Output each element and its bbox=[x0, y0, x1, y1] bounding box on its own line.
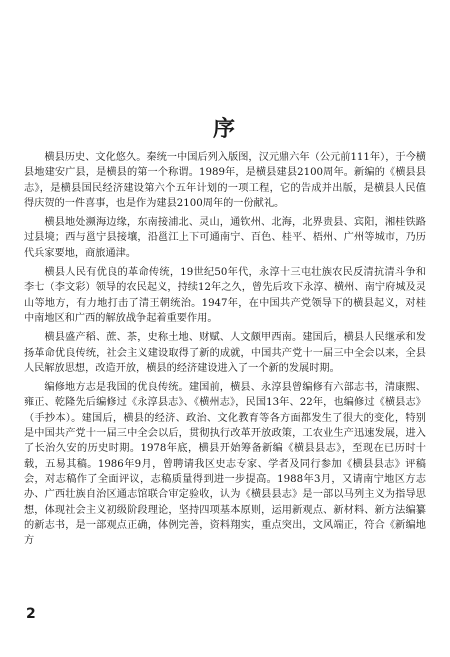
paragraph: 横县盛产稻、蔗、茶，史称土地、财赋、人文颇甲西南。建国后，横县人民继承和发扬革命优良传统，社会主义建设取得了新的成就，中国共产党十一届三中全会以来，全县人民解放思想，改造开放，横县的经济建设进入了一个新的发展时期。 bbox=[24, 332, 426, 374]
page-number: 2 bbox=[26, 606, 36, 622]
preface-body bbox=[24, 150, 426, 552]
preface-title: 序 bbox=[212, 116, 237, 142]
paragraph: 编修地方志是我国的优良传统。建国前，横县、永淳县曾编修有六部志书，清康熙、雍正、乾隆先后编修过《永淳县志》、《横州志》，民国13年、22年，也编修过《横县志》（手抄本）。建国后，横县的经济、政治、文化教育等各方面都发生了很大的变化，特别是中国共产党十一届三中全会以后，贯彻执行改革开放政策，工农业生产迅速发展，进入了长治久安的历史时期。1978年底，横县开始筹备新编《横县县志》，至现在已历时十载，五易其稿。1986年9月，曾聘请我区史志专家、学者及同行参加《横县县志》评稿会，对志稿作了全面评议，志稿质量得到进一步提高。1988年3月，又请南宁地区方志办、广西壮族自治区通志馆联合审定验收，认为《横县县志》是一部以马列主义为指导思想，体现社会主义初级阶段理论，坚持四项基本原则，运用新观点、新材料、新方法编纂的新志书，是一部观点正确，体例完善，资料翔实，重点突出，文风端正，符合《新编地方 bbox=[24, 382, 426, 547]
paragraph: 横县地处濒海边缘，东南接浦北、灵山，通钦州、北海，北界贵县、宾阳，湘桂铁路过县境；西与邕宁县接壤，沿邕江上下可通南宁、百色、桂平、梧州、广州等城市，乃历代兵家要地，商旅通津。 bbox=[24, 217, 426, 259]
paragraph: 横县历史、文化悠久。秦统一中国后列入版图，汉元鼎六年（公元前111年），于今横县地建安广县，是横县的第一个称谓。1989年，是横县建县2100周年。新编的《横县县志》，是横县国民经济建设第六个五年计划的一项工程，它的告成并出版，是横县人民值得庆贺的一件喜事，也是作为建县2100周年的一份献礼。 bbox=[24, 152, 426, 209]
paragraph: 横县人民有优良的革命传统，19世纪50年代，永淳十三屯壮族农民反清抗清斗争和李七（李文彩）领导的农民起义，持续12年之久，曾先后攻下永淳、横州、南宁府城及灵山等地方，有力地打击了清王朝统治。1947年，在中国共产党领导下的横县起义，对桂中南地区和广西的解放战争起着重要作用。 bbox=[24, 267, 426, 324]
